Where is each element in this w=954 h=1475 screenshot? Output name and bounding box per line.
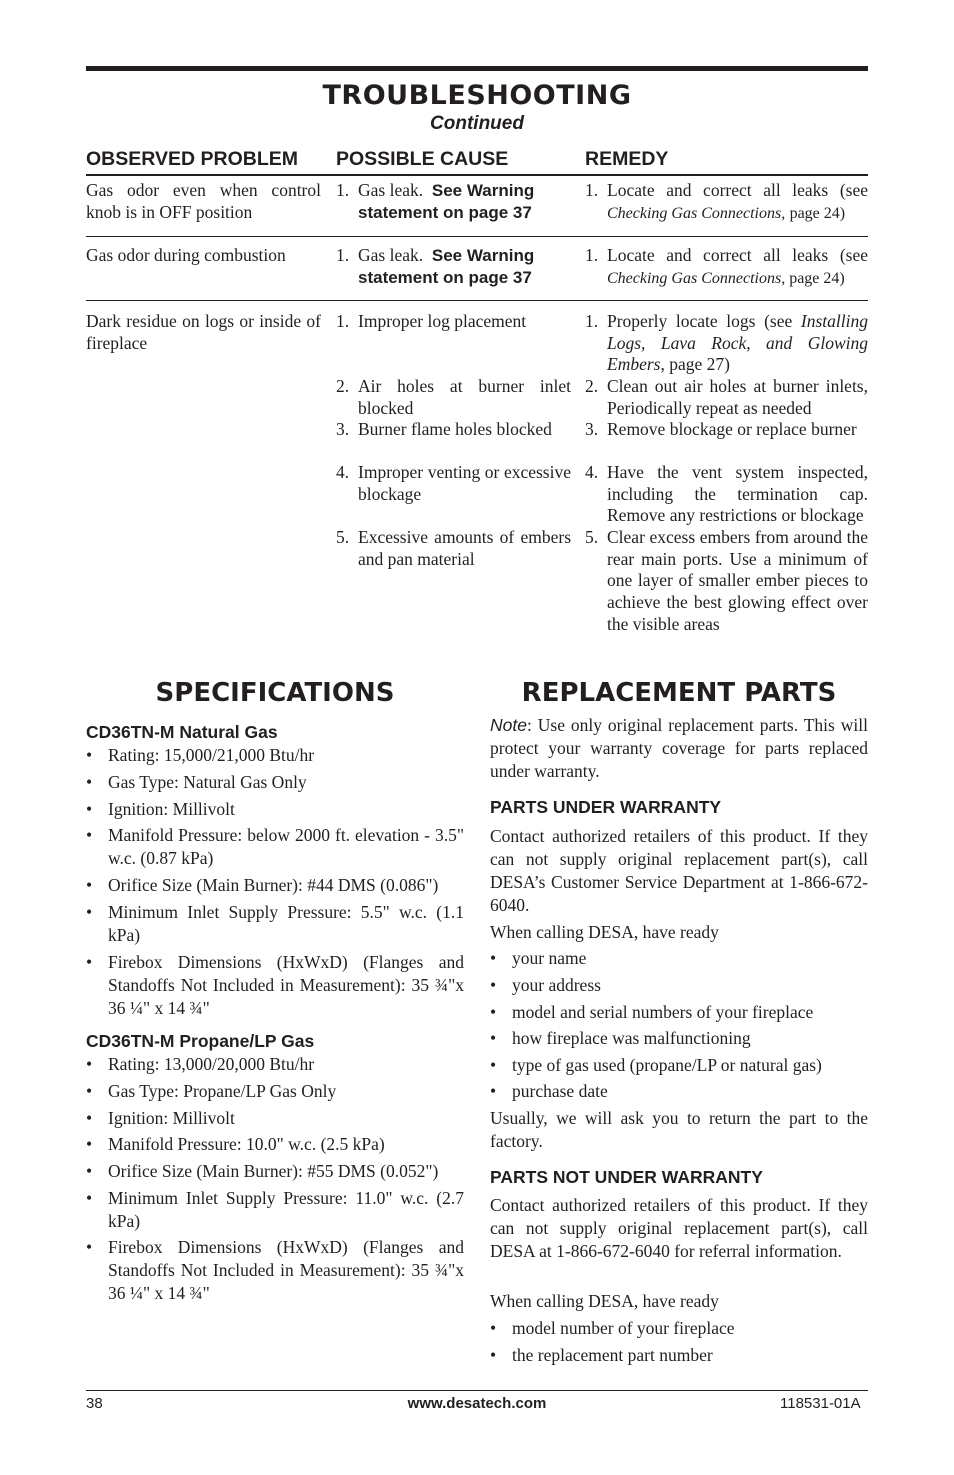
not-warranty-paragraph: Contact authorized retailers of this product. If they can not supply original replacement part(s), call DESA at 1-866-672-6040 for referral information.: [490, 1195, 868, 1261]
document-code: 118531-01A: [780, 1395, 861, 1412]
top-rule: [86, 66, 868, 71]
warranty-closing: Usually, we will ask you to return the part to the factory.: [490, 1108, 868, 1151]
header-rule: [86, 174, 868, 176]
replacement-note: Note: Use only original replacement parts. This will protect your warranty coverage for parts replaced under warranty.: [490, 715, 868, 781]
footer-url[interactable]: www.desatech.com: [407, 1395, 547, 1412]
troubleshooting-title: TROUBLESHOOTING: [322, 80, 632, 111]
page-number: 38: [86, 1395, 103, 1412]
natural-gas-heading: CD36TN-M Natural Gas: [86, 722, 278, 742]
parts-not-under-warranty-heading: PARTS NOT UNDER WARRANTY: [490, 1167, 763, 1187]
col-header-remedy: REMEDY: [585, 148, 669, 170]
col-header-problem: OBSERVED PROBLEM: [86, 148, 299, 170]
replacement-parts-title: REPLACEMENT PARTS: [521, 678, 837, 708]
specifications-title: SPECIFICATIONS: [155, 678, 395, 708]
row2-problem: Gas odor during combustion: [86, 245, 286, 265]
troubleshooting-subtitle: Continued: [430, 113, 524, 134]
parts-under-warranty-heading: PARTS UNDER WARRANTY: [490, 797, 722, 817]
footer-rule: [86, 1390, 868, 1391]
warranty-paragraph: Contact authorized retailers of this product. If they can not supply original replacement part(s), call DESA’s Customer Service Department at 1-866-672-6040.: [490, 826, 868, 915]
col-header-cause: POSSIBLE CAUSE: [336, 148, 509, 170]
row-rule-1: [86, 236, 868, 237]
row3-problem: Dark residue on logs or inside of fireplace: [86, 311, 321, 353]
row-rule-2: [86, 300, 868, 301]
not-warranty-lead: When calling DESA, have ready: [490, 1291, 719, 1311]
warranty-lead: When calling DESA, have ready: [490, 922, 719, 942]
row1-problem: Gas odor even when control knob is in OFF position: [86, 180, 321, 222]
propane-gas-heading: CD36TN-M Propane/LP Gas: [86, 1031, 315, 1051]
